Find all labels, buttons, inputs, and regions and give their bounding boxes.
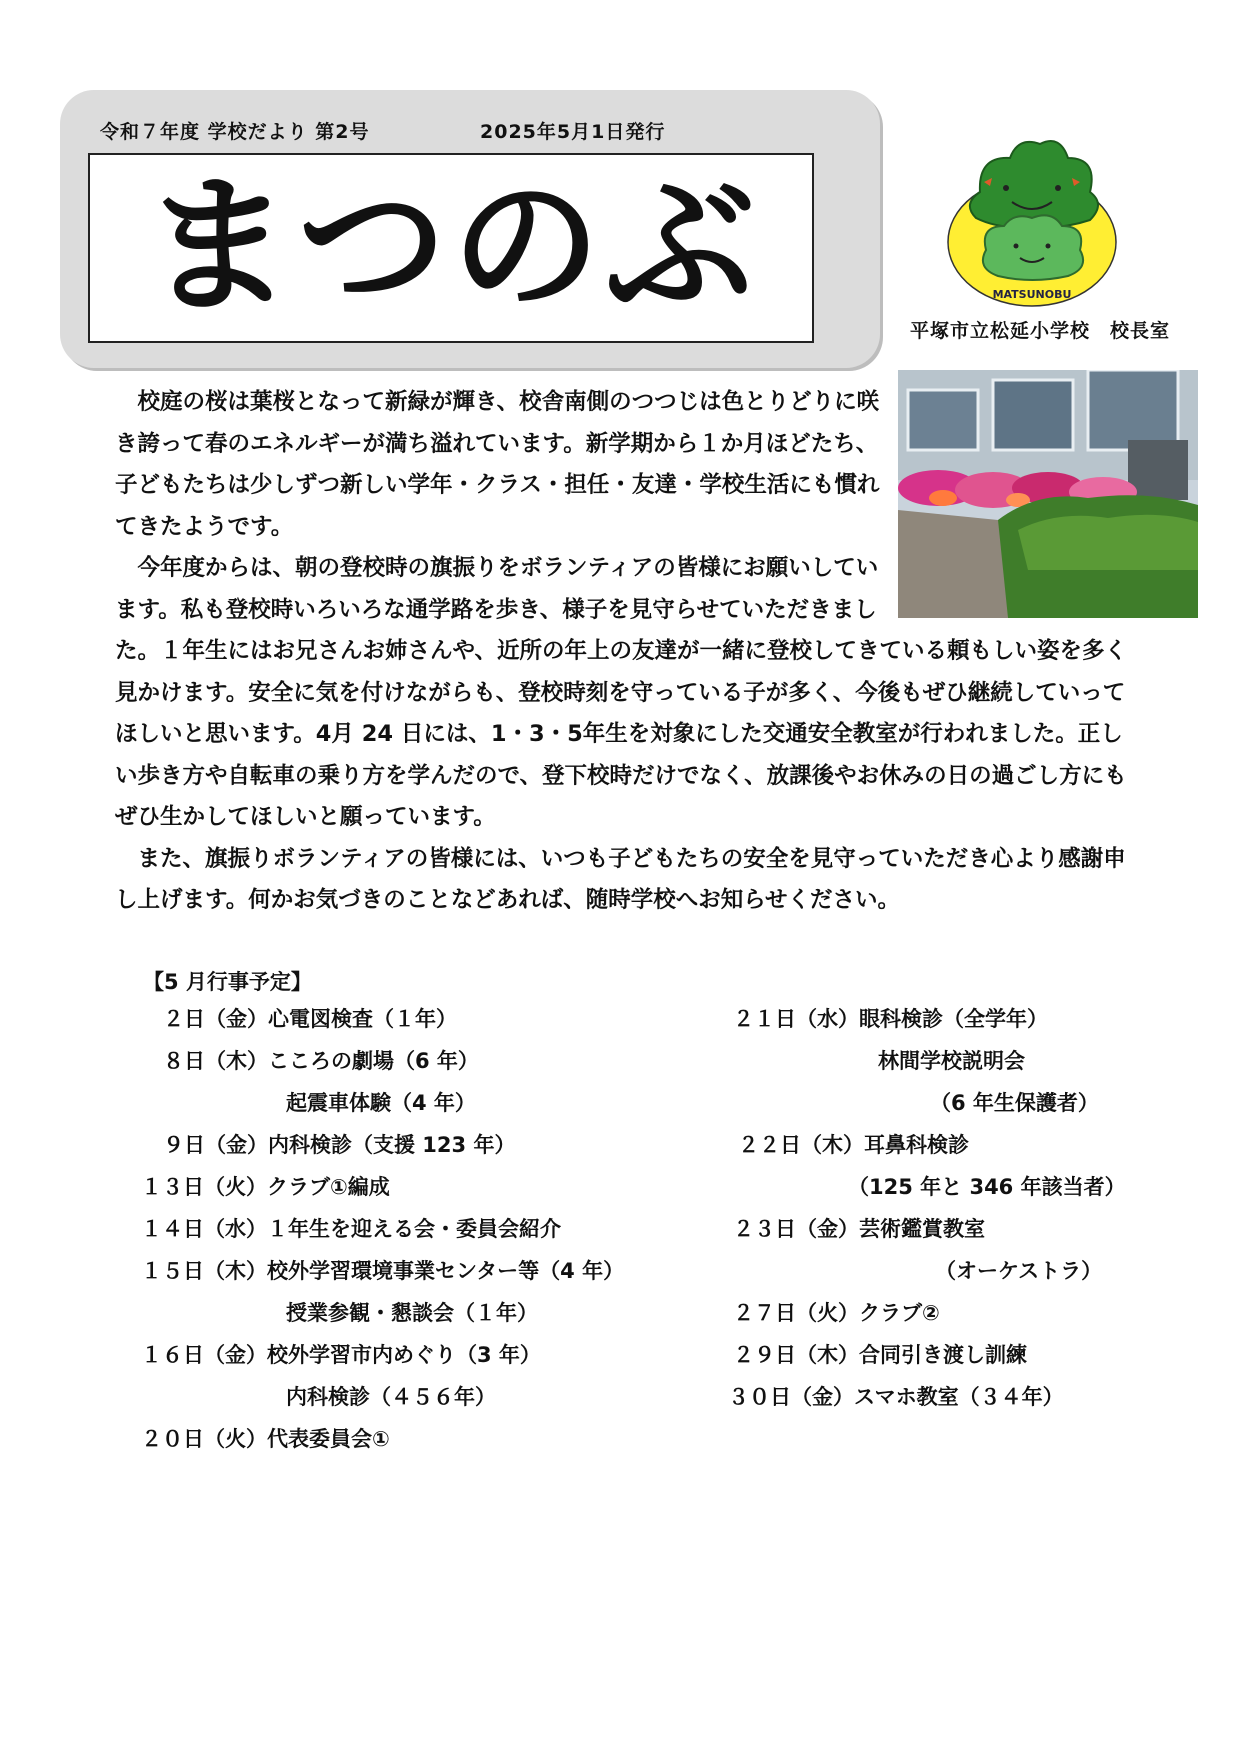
- event-item: １５日（木）校外学習環境事業センター等（4 年）: [141, 1259, 625, 1283]
- message-paragraph-1: 校庭の桜は葉桜となって新緑が輝き、校舎南側のつつじは色とりどりに咲き誇って春のエネルギーが満ち溢れています。新学期から１か月ほどたち、子どもたちは少しずつ新しい学年・クラス・担任・友達・学校生活にも慣れてきたようです。: [115, 389, 880, 540]
- event-item: ２日（金）心電図検査（１年）: [163, 1007, 457, 1031]
- event-item: 内科検診（４５６年）: [286, 1385, 496, 1409]
- event-item: 授業参観・懇談会（１年）: [286, 1301, 538, 1325]
- issue-info: 令和７年度 学校だより 第2号: [100, 121, 370, 143]
- event-item: ２２日（木）耳鼻科検診: [738, 1133, 969, 1157]
- events-heading: 【5 月行事予定】: [143, 970, 312, 994]
- event-item: ２１日（水）眼科検診（全学年）: [733, 1007, 1048, 1031]
- school-name: 平塚市立松延小学校 校長室: [910, 320, 1171, 342]
- event-item: 起震車体験（4 年）: [286, 1091, 476, 1115]
- svg-text:MATSUNOBU: MATSUNOBU: [992, 288, 1072, 301]
- event-item: （6 年生保護者）: [930, 1091, 1099, 1115]
- newsletter-title: まつのぶ: [142, 160, 759, 334]
- event-item: ８日（木）こころの劇場（6 年）: [163, 1049, 479, 1073]
- event-item: ２９日（木）合同引き渡し訓練: [733, 1343, 1027, 1367]
- event-item: ２７日（火）クラブ②: [733, 1301, 940, 1325]
- publish-date: 2025年5月1日発行: [480, 121, 666, 143]
- event-item: １４日（水）１年生を迎える会・委員会紹介: [141, 1217, 561, 1241]
- message-paragraph-2: 今年度からは、朝の登校時の旗振りをボランティアの皆様にお願いしています。私も登校時いろいろな通学路を歩き、様子を見守らせていただきました。１年生にはお兄さんお姉さんや、近所の年上の友達が一緒に登校してきている頼もしい姿を多く見かけます。安全に気を付けながらも、登校時刻を守っている子が多く、今後もぜひ継続していってほしいと思います。4月 24 日には、1・3・5年生を対象にした交通安全教室が行われました。正しい歩き方や自転車の乗り方を学んだので、登下校時だけでなく、放課後やお休みの日の過ごし方にもぜひ生かしてほしいと願っています。: [115, 555, 1128, 830]
- event-item: １６日（金）校外学習市内めぐり（3 年）: [141, 1343, 541, 1367]
- event-item: ９日（金）内科検診（支援 123 年）: [163, 1133, 516, 1157]
- message-paragraph-3: また、旗振りボランティアの皆様には、いつも子どもたちの安全を見守っていただき心より感謝申し上げます。何かお気づきのことなどあれば、随時学校へお知らせください。: [115, 845, 1126, 913]
- event-item: （オーケストラ）: [935, 1259, 1103, 1283]
- event-item: 林間学校説明会: [878, 1049, 1025, 1073]
- event-item: ３０日（金）スマホ教室（３４年）: [728, 1385, 1064, 1409]
- event-item: １３日（火）クラブ①編成: [141, 1175, 390, 1199]
- event-item: （125 年と 346 年該当者）: [848, 1175, 1126, 1199]
- event-item: ２３日（金）芸術鑑賞教室: [733, 1217, 985, 1241]
- event-item: ２０日（火）代表委員会①: [141, 1427, 390, 1451]
